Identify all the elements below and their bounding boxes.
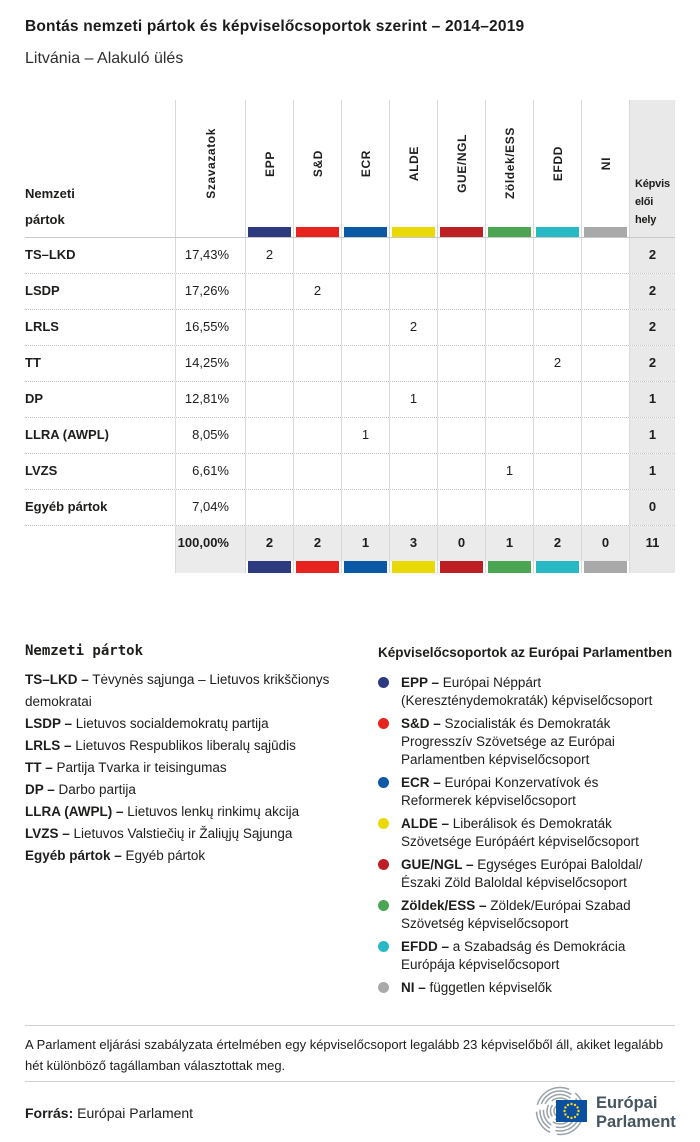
- legend-parties-title: Nemzeti pártok: [25, 643, 144, 659]
- group-header-label-wrap: [342, 100, 389, 227]
- footnote-text: A Parlament eljárási szabályzata értelmében egy képviselőcsoport legalább 23 képviselőből áll, akiket legalább hét különböző tagállamban választottak meg.: [25, 1037, 664, 1073]
- divider-bottom: [25, 1081, 675, 1082]
- legend-group-text: EPP – Európai Néppárt (Kereszténydemokraták) képviselőcsoport: [401, 675, 653, 708]
- legend-group-dot: [378, 777, 389, 788]
- group-header-label: ALDE: [406, 145, 421, 182]
- group-seats-cell-alde: 2: [389, 310, 437, 345]
- group-header-label-wrap: [486, 100, 533, 227]
- party-name-cell: LLRA (AWPL): [25, 427, 109, 442]
- results-table: [25, 100, 675, 573]
- group-seats-cell-epp: [245, 346, 293, 381]
- votes-cell: 17,43%: [175, 238, 245, 273]
- colorbar-cell-sd: [293, 561, 341, 573]
- seats-total-cell: 1: [629, 418, 675, 453]
- group-seats-cell-sd: [293, 346, 341, 381]
- legend-section: [25, 643, 675, 1002]
- seats-total-cell: 0: [629, 490, 675, 525]
- group-seats-cell-efdd: [533, 454, 581, 489]
- group-seats-cell-alde: 1: [389, 382, 437, 417]
- legend-group-text: EFDD – a Szabadság és Demokrácia Európája képviselőcsoport: [401, 939, 626, 972]
- group-color-bar-bottom: [488, 561, 531, 573]
- seats-header-label: Képviselői hely: [635, 178, 670, 226]
- group-seats-cell-ni: [581, 310, 629, 345]
- group-seats-cell-zoldek-ess: [485, 382, 533, 417]
- colorbar-cell-zoldek-ess: [485, 561, 533, 573]
- group-seats-cell-ni: [581, 454, 629, 489]
- ep-logo-graphic: [526, 1086, 688, 1136]
- votes-cell: 16,55%: [175, 310, 245, 345]
- group-seats-cell-efdd: [533, 274, 581, 309]
- group-color-bar: [536, 227, 579, 237]
- group-column-header-sd: [293, 100, 341, 237]
- table-colorbar-row: [25, 561, 675, 573]
- legend-group-dot: [378, 900, 389, 911]
- group-seats-cell-epp: 2: [245, 238, 293, 273]
- party-name-cell: LRLS: [25, 319, 59, 334]
- group-seats-cell-zoldek-ess: [485, 274, 533, 309]
- seats-total-cell: 2: [629, 238, 675, 273]
- group-seats-cell-alde: [389, 418, 437, 453]
- legend-group-item: [378, 897, 675, 933]
- page-title: Bontás nemzeti pártok és képviselőcsoportok szerint – 2014–2019: [25, 18, 525, 35]
- legend-group-item: [378, 715, 675, 769]
- seats-total-cell: 1: [629, 454, 675, 489]
- legend-party-abbr: TT –: [25, 760, 53, 775]
- group-seats-cell-alde: [389, 346, 437, 381]
- group-color-bar: [488, 227, 531, 237]
- group-seats-cell-zoldek-ess: [485, 346, 533, 381]
- colorbar-cell-ni: [581, 561, 629, 573]
- group-seats-cell-sd: [293, 418, 341, 453]
- colorbar-cell-ecr: [341, 561, 389, 573]
- group-seats-cell-ecr: [341, 490, 389, 525]
- group-seats-cell-alde: [389, 274, 437, 309]
- group-header-label: S&D: [310, 149, 325, 178]
- group-seats-cell-ni: [581, 346, 629, 381]
- seats-total-cell: 2: [629, 346, 675, 381]
- legend-group-text: NI – független képviselők: [401, 980, 552, 995]
- group-seats-cell-ecr: [341, 238, 389, 273]
- table-row: [25, 237, 675, 273]
- table-total-row: [25, 525, 675, 561]
- legend-groups-title: Képviselőcsoportok az Európai Parlamentben: [378, 645, 673, 660]
- national-parties-header-line2: pártok: [25, 212, 65, 227]
- legend-group-dot: [378, 859, 389, 870]
- group-seats-cell-efdd: [533, 310, 581, 345]
- group-seats-cell-ni: [581, 274, 629, 309]
- group-seats-cell-ni: [581, 382, 629, 417]
- legend-group-text: ECR – Európai Konzervatívok és Reformerek képviselőcsoport: [401, 775, 599, 808]
- colorbar-cell-epp: [245, 561, 293, 573]
- votes-cell: 14,25%: [175, 346, 245, 381]
- group-color-bar-bottom: [440, 561, 483, 573]
- legend-party-abbr: LLRA (AWPL) –: [25, 804, 124, 819]
- group-seats-cell-ecr: [341, 382, 389, 417]
- group-color-bar: [392, 227, 435, 237]
- legend-group-abbr: ECR –: [401, 775, 441, 790]
- group-seats-cell-zoldek-ess: [485, 310, 533, 345]
- legend-party-item: LRLS – Lietuvos Respublikos liberalų sąjūdis: [25, 738, 296, 753]
- legend-political-groups: [378, 643, 675, 1002]
- legend-party-abbr: LSDP –: [25, 716, 73, 731]
- total-group-cell-epp: 2: [245, 526, 293, 561]
- legend-party-abbr: Egyéb pártok –: [25, 848, 122, 863]
- party-name-cell: LVZS: [25, 463, 58, 478]
- legend-party-item: LLRA (AWPL) – Lietuvos lenkų rinkimų akcija: [25, 804, 300, 819]
- logo-text-line1: Európai: [596, 1094, 658, 1112]
- group-color-bar-bottom: [584, 561, 627, 573]
- total-group-cell-sd: 2: [293, 526, 341, 561]
- seats-total-cell: 1: [629, 382, 675, 417]
- table-row: [25, 381, 675, 417]
- table-row: [25, 273, 675, 309]
- group-header-label: EFDD: [550, 145, 565, 182]
- colorbar-party-cell: [25, 561, 175, 573]
- group-seats-cell-zoldek-ess: [485, 238, 533, 273]
- seats-total-cell: 2: [629, 274, 675, 309]
- legend-group-dot: [378, 677, 389, 688]
- party-name-cell: LSDP: [25, 283, 60, 298]
- group-seats-cell-ni: [581, 238, 629, 273]
- votes-cell: 12,81%: [175, 382, 245, 417]
- group-column-header-ni: [581, 100, 629, 237]
- group-header-label: ECR: [358, 149, 373, 178]
- group-column-header-efdd: [533, 100, 581, 237]
- legend-group-abbr: EPP –: [401, 675, 440, 690]
- legend-group-dot: [378, 818, 389, 829]
- table-row: [25, 309, 675, 345]
- group-seats-cell-alde: [389, 454, 437, 489]
- legend-group-text: ALDE – Liberálisok és Demokraták Szövetsége Európáért képviselőcsoport: [401, 816, 639, 849]
- legend-group-item: [378, 938, 675, 974]
- total-group-cell-ni: 0: [581, 526, 629, 561]
- party-name-cell: DP: [25, 391, 44, 406]
- group-seats-cell-efdd: [533, 382, 581, 417]
- votes-cell: 17,26%: [175, 274, 245, 309]
- group-color-bar: [584, 227, 627, 237]
- group-header-label-wrap: [390, 100, 437, 227]
- total-group-cell-alde: 3: [389, 526, 437, 561]
- group-seats-cell-gue-ngl: [437, 346, 485, 381]
- colorbar-cell-efdd: [533, 561, 581, 573]
- legend-group-text: S&D – Szocialisták és Demokraták Progresszív Szövetsége az Európai Parlamentben képviselőcsoport: [401, 716, 615, 767]
- group-seats-cell-zoldek-ess: 1: [485, 454, 533, 489]
- legend-party-item: TT – Partija Tvarka ir teisingumas: [25, 760, 227, 775]
- total-group-cell-gue-ngl: 0: [437, 526, 485, 561]
- legend-group-text: GUE/NGL – Egységes Európai Baloldal/Északi Zöld Baloldal képviselőcsoport: [401, 857, 643, 890]
- group-color-bar: [344, 227, 387, 237]
- legend-party-abbr: DP –: [25, 782, 55, 797]
- group-seats-cell-epp: [245, 274, 293, 309]
- colorbar-cell-alde: [389, 561, 437, 573]
- group-seats-cell-gue-ngl: [437, 382, 485, 417]
- legend-group-abbr: Zöldek/ESS –: [401, 898, 487, 913]
- divider-top: [25, 1025, 675, 1026]
- group-seats-cell-zoldek-ess: [485, 490, 533, 525]
- group-header-label: GUE/NGL: [454, 134, 469, 193]
- legend-group-dot: [378, 982, 389, 993]
- seats-total-cell: 2: [629, 310, 675, 345]
- source-value: Európai Parlament: [77, 1105, 194, 1121]
- group-seats-cell-epp: [245, 490, 293, 525]
- group-color-bar-bottom: [248, 561, 291, 573]
- table-header-row: [25, 100, 675, 237]
- legend-group-text: Zöldek/ESS – Zöldek/Európai Szabad Szövetség képviselőcsoport: [401, 898, 631, 931]
- group-seats-cell-gue-ngl: [437, 238, 485, 273]
- group-seats-cell-ni: [581, 418, 629, 453]
- legend-party-item: LSDP – Lietuvos socialdemokratų partija: [25, 716, 269, 731]
- group-header-label-wrap: [534, 100, 581, 227]
- group-seats-cell-alde: [389, 238, 437, 273]
- total-party-cell: [25, 526, 175, 561]
- group-header-label-wrap: [582, 100, 629, 227]
- group-column-header-zoldek-ess: [485, 100, 533, 237]
- group-seats-cell-ecr: 1: [341, 418, 389, 453]
- colorbar-votes-cell: [175, 561, 245, 573]
- group-column-header-epp: [245, 100, 293, 237]
- group-seats-cell-sd: [293, 382, 341, 417]
- legend-party-item: LVZS – Lietuvos Valstiečių ir Žaliųjų Sąjunga: [25, 826, 293, 841]
- group-seats-cell-gue-ngl: [437, 310, 485, 345]
- legend-group-item: [378, 774, 675, 810]
- legend-group-dot: [378, 941, 389, 952]
- group-header-label: Zöldek/ESS: [502, 127, 517, 200]
- party-name-cell: Egyéb pártok: [25, 499, 108, 514]
- group-seats-cell-ecr: [341, 346, 389, 381]
- table-row: [25, 417, 675, 453]
- group-column-header-alde: [389, 100, 437, 237]
- group-header-label: NI: [598, 156, 613, 171]
- group-seats-cell-sd: 2: [293, 274, 341, 309]
- legend-group-dot: [378, 718, 389, 729]
- total-group-cell-zoldek-ess: 1: [485, 526, 533, 561]
- logo-text-line2: Parlament: [596, 1113, 676, 1131]
- group-seats-cell-efdd: [533, 418, 581, 453]
- votes-cell: 7,04%: [175, 490, 245, 525]
- party-name-cell: TS–LKD: [25, 247, 76, 262]
- colorbar-seats-cell: [629, 561, 675, 573]
- total-seats-cell: 11: [629, 526, 675, 561]
- colorbar-cell-gue-ngl: [437, 561, 485, 573]
- legend-group-item: [378, 674, 675, 710]
- group-seats-cell-ecr: [341, 274, 389, 309]
- source-label: Forrás:: [25, 1105, 74, 1121]
- group-seats-cell-sd: [293, 310, 341, 345]
- group-header-label-wrap: [246, 100, 293, 227]
- votes-column-header: [175, 100, 245, 237]
- legend-party-abbr: LVZS –: [25, 826, 70, 841]
- votes-cell: 6,61%: [175, 454, 245, 489]
- group-seats-cell-ecr: [341, 454, 389, 489]
- group-column-header-gue-ngl: [437, 100, 485, 237]
- group-seats-cell-alde: [389, 490, 437, 525]
- legend-group-item: [378, 979, 675, 997]
- group-seats-cell-gue-ngl: [437, 418, 485, 453]
- group-color-bar: [248, 227, 291, 237]
- page-subtitle: Litvánia – Alakuló ülés: [25, 50, 184, 67]
- legend-party-item: Egyéb pártok – Egyéb pártok: [25, 848, 206, 863]
- group-seats-cell-efdd: [533, 238, 581, 273]
- group-seats-cell-ni: [581, 490, 629, 525]
- european-parliament-logo: [526, 1086, 688, 1141]
- legend-party-item: TS–LKD – Tėvynės sąjunga – Lietuvos krikščionys demokratai: [25, 672, 330, 709]
- total-group-cell-efdd: 2: [533, 526, 581, 561]
- votes-cell: 8,05%: [175, 418, 245, 453]
- group-seats-cell-sd: [293, 490, 341, 525]
- table-row: [25, 453, 675, 489]
- votes-header-bar-spacer: [178, 227, 243, 237]
- group-color-bar-bottom: [344, 561, 387, 573]
- party-name-cell: TT: [25, 355, 41, 370]
- group-color-bar-bottom: [392, 561, 435, 573]
- total-group-cell-ecr: 1: [341, 526, 389, 561]
- legend-groups-list: [378, 674, 675, 997]
- legend-party-abbr: TS–LKD –: [25, 672, 89, 687]
- national-parties-column-header: [25, 100, 175, 237]
- group-color-bar-bottom: [536, 561, 579, 573]
- group-seats-cell-gue-ngl: [437, 274, 485, 309]
- group-seats-cell-ecr: [341, 310, 389, 345]
- group-seats-cell-epp: [245, 310, 293, 345]
- group-seats-cell-efdd: [533, 490, 581, 525]
- table-row: [25, 489, 675, 525]
- seats-column-header: [629, 100, 675, 237]
- legend-party-abbr: LRLS –: [25, 738, 72, 753]
- group-color-bar: [440, 227, 483, 237]
- group-column-header-ecr: [341, 100, 389, 237]
- votes-header-label: Szavazatok: [203, 128, 218, 199]
- group-seats-cell-sd: [293, 454, 341, 489]
- group-header-label-wrap: [294, 100, 341, 227]
- group-seats-cell-gue-ngl: [437, 490, 485, 525]
- legend-national-parties: [25, 643, 378, 1002]
- legend-group-abbr: NI –: [401, 980, 426, 995]
- legend-group-item: [378, 856, 675, 892]
- legend-parties-list: [25, 669, 378, 867]
- source-line: [25, 1105, 193, 1121]
- legend-group-item: [378, 815, 675, 851]
- group-color-bar-bottom: [296, 561, 339, 573]
- legend-group-abbr: GUE/NGL –: [401, 857, 474, 872]
- group-seats-cell-sd: [293, 238, 341, 273]
- legend-group-abbr: EFDD –: [401, 939, 450, 954]
- total-votes-cell: 100,00%: [175, 526, 245, 561]
- group-seats-cell-zoldek-ess: [485, 418, 533, 453]
- group-seats-cell-epp: [245, 418, 293, 453]
- table-row: [25, 345, 675, 381]
- legend-group-abbr: ALDE –: [401, 816, 450, 831]
- group-seats-cell-efdd: 2: [533, 346, 581, 381]
- group-seats-cell-epp: [245, 454, 293, 489]
- group-seats-cell-epp: [245, 382, 293, 417]
- legend-party-item: DP – Darbo partija: [25, 782, 136, 797]
- votes-header-label-wrap: [176, 100, 245, 227]
- group-header-label-wrap: [438, 100, 485, 227]
- national-parties-header-line1: Nemzeti: [25, 186, 75, 201]
- group-color-bar: [296, 227, 339, 237]
- group-header-label: EPP: [262, 150, 277, 177]
- legend-group-abbr: S&D –: [401, 716, 441, 731]
- group-seats-cell-gue-ngl: [437, 454, 485, 489]
